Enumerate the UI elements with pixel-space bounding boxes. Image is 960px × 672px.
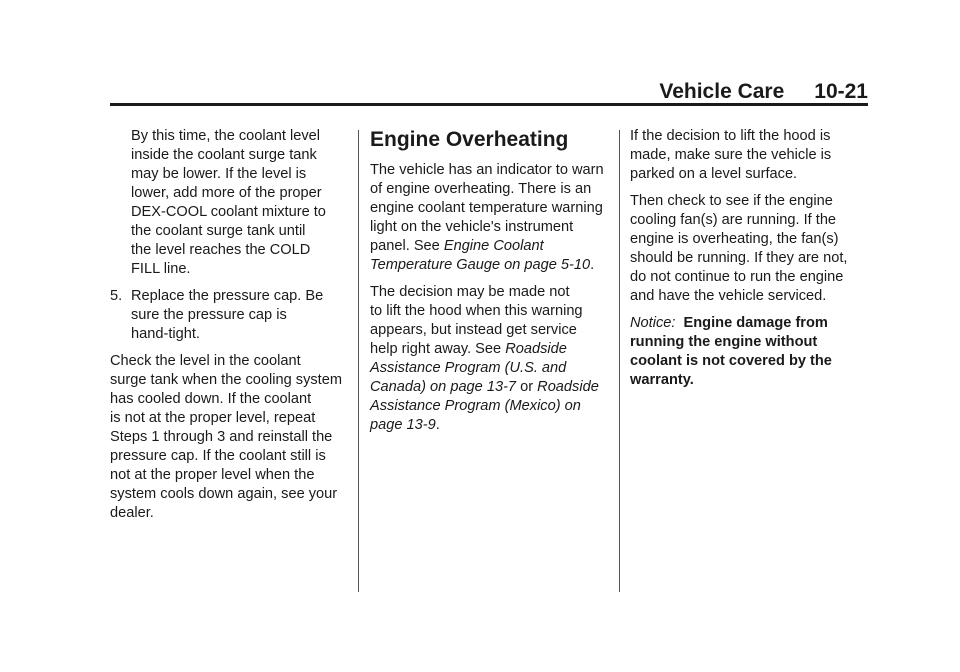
text-fragment: help right away. See xyxy=(370,341,506,357)
page-header xyxy=(110,80,868,104)
cross-reference-link[interactable]: Canada) on page 13-7 xyxy=(370,379,517,395)
text-line: to lift the hood when this warning xyxy=(370,303,583,319)
step-5 xyxy=(110,287,355,344)
text-line: made, make sure the vehicle is xyxy=(630,147,832,163)
cross-reference-link[interactable]: Temperature Gauge on page 5-10 xyxy=(370,257,591,273)
text-line xyxy=(370,340,610,359)
cross-reference-link[interactable]: Roadside xyxy=(537,379,599,395)
text-line: is not at the proper level, repeat xyxy=(110,410,316,426)
notice-paragraph xyxy=(630,314,870,390)
text-line: The decision may be made not xyxy=(370,284,570,300)
column-1 xyxy=(110,127,355,531)
notice-label: Notice: xyxy=(630,315,676,331)
section-title: Vehicle Care xyxy=(659,80,785,103)
text-line: cooling fan(s) are running. If the xyxy=(630,212,837,228)
notice-text: warranty. xyxy=(630,372,694,388)
text-fragment: panel. See xyxy=(370,238,444,254)
text-line: of engine overheating. There is an xyxy=(370,181,592,197)
text-line xyxy=(370,256,610,275)
text-line xyxy=(630,314,870,333)
text-line: appears, but instead get service xyxy=(370,322,577,338)
section-heading: Engine Overheating xyxy=(370,128,569,151)
text-line xyxy=(370,378,610,397)
text-line xyxy=(370,237,610,256)
text-line: not at the proper level when the xyxy=(110,467,315,483)
text-line: By this time, the coolant level xyxy=(131,128,320,144)
cross-reference-link[interactable]: Engine Coolant xyxy=(443,238,544,254)
text-line: light on the vehicle's instrument xyxy=(370,219,574,235)
text-line: the level reaches the COLD xyxy=(131,242,311,258)
text-line: Check the level in the coolant xyxy=(110,353,301,369)
cross-reference-link[interactable]: Assistance Program (Mexico) on xyxy=(370,398,581,414)
text-line: lower, add more of the proper xyxy=(131,185,322,201)
decision-paragraph xyxy=(370,283,610,435)
text-line: Steps 1 through 3 and reinstall the xyxy=(110,429,333,445)
text-line xyxy=(370,359,610,378)
column-3 xyxy=(630,127,870,398)
text-line: The vehicle has an indicator to warn xyxy=(370,162,604,178)
cross-reference-link[interactable]: Roadside xyxy=(505,341,567,357)
text-line: and have the vehicle serviced. xyxy=(630,288,827,304)
text-line: inside the coolant surge tank xyxy=(131,147,317,163)
column-divider-left xyxy=(358,130,359,592)
text-line: should be running. If they are not, xyxy=(630,250,848,266)
column-divider-right xyxy=(619,130,620,592)
text-line: parked on a level surface. xyxy=(630,166,798,182)
text-line: surge tank when the cooling system xyxy=(110,372,343,388)
notice-text: running the engine without xyxy=(630,334,818,350)
text-line: engine is overheating, the fan(s) xyxy=(630,231,839,247)
step-number: 5. xyxy=(110,288,123,304)
text-line: hand-tight. xyxy=(131,326,200,342)
text-fragment: . xyxy=(435,417,440,433)
hood-paragraph xyxy=(630,127,870,184)
text-line: has cooled down. If the coolant xyxy=(110,391,312,407)
indicator-paragraph xyxy=(370,161,610,275)
text-line: sure the pressure cap is xyxy=(131,307,287,323)
text-fragment: or xyxy=(516,379,538,395)
text-line: do not continue to run the engine xyxy=(630,269,844,285)
page-number: 10-21 xyxy=(814,80,868,103)
coolant-check-paragraph xyxy=(110,352,355,523)
column-2 xyxy=(370,127,610,443)
cross-reference-link[interactable]: page 13-9 xyxy=(370,417,436,433)
fan-check-paragraph xyxy=(630,192,870,306)
text-line: If the decision to lift the hood is xyxy=(630,128,831,144)
text-line: Then check to see if the engine xyxy=(630,193,833,209)
text-line: pressure cap. If the coolant still is xyxy=(110,448,326,464)
notice-text: Engine damage from xyxy=(683,315,828,331)
header-rule xyxy=(110,103,868,106)
text-line xyxy=(370,397,610,416)
cross-reference-link[interactable]: Assistance Program (U.S. and xyxy=(370,360,567,376)
text-line: the coolant surge tank until xyxy=(131,223,306,239)
continuation-paragraph xyxy=(110,127,355,279)
text-line: engine coolant temperature warning xyxy=(370,200,603,216)
text-line: may be lower. If the level is xyxy=(131,166,307,182)
text-line: dealer. xyxy=(110,505,154,521)
step-text xyxy=(131,287,355,344)
text-line: Replace the pressure cap. Be xyxy=(131,288,324,304)
text-line: system cools down again, see your xyxy=(110,486,338,502)
text-line: DEX-COOL coolant mixture to xyxy=(131,204,326,220)
text-fragment: . xyxy=(590,257,595,273)
text-line xyxy=(370,416,610,435)
text-line: FILL line. xyxy=(131,261,191,277)
notice-text: coolant is not covered by the xyxy=(630,353,832,369)
